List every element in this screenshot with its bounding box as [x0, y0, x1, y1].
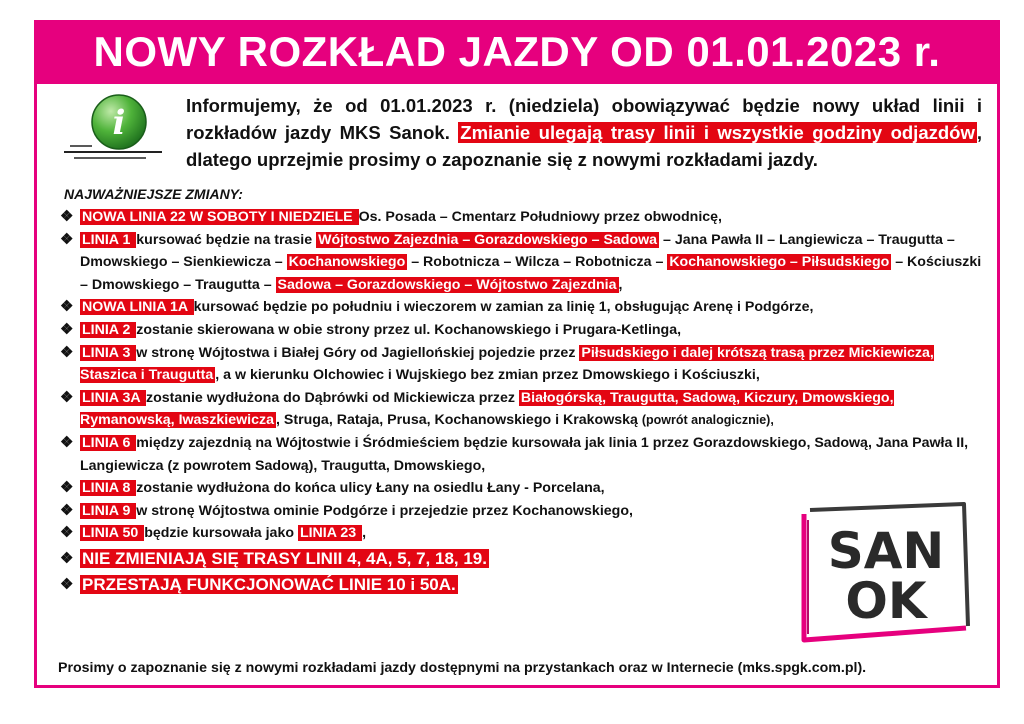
item-text: będzie kursowała jako — [144, 525, 298, 542]
highlight-label: Sadowa – Gorazdowskiego – Wójtostwo Zajezdnia — [277, 276, 617, 293]
highlight-label: Kochanowskiego — [288, 254, 406, 271]
highlight-label: LINIA 23 — [299, 525, 361, 542]
info-icon-glyph: i — [112, 103, 126, 143]
highlight-label: LINIA 3A — [82, 389, 145, 406]
list-item — [58, 229, 984, 297]
item-text: zostanie wydłużona do końca ulicy Łany na osiedlu Łany - Porcelana, — [136, 480, 605, 497]
item-text: Os. Posada – Cmentarz Południowy przez obwodnicę, — [358, 209, 723, 225]
highlight-label: LINIA 3 — [82, 344, 135, 361]
bullet-icon: ❖ — [60, 388, 74, 406]
bullet-icon: ❖ — [60, 549, 74, 567]
list-item — [58, 342, 984, 387]
item-text: , a w kierunku Olchowiec i Wujskiego bez zmian przez Dmowskiego i Kościuszki, — [215, 367, 760, 384]
bullet-icon: ❖ — [60, 575, 74, 593]
footer-note: Prosimy o zapoznanie się z nowymi rozkładami jazdy dostępnymi na przystankach oraz w Internecie (mks.spgk.com.pl). — [58, 660, 867, 676]
item-text: , Struga, Rataja, Prusa, Kochanowskiego i Krakowską — [276, 412, 642, 429]
item-text: zostanie skierowana w obie strony przez ul. Kochanowskiego i Prugara-Ketlinga, — [136, 321, 682, 338]
highlight-label: NOWA LINIA 1A — [82, 299, 192, 316]
highlight-label: PRZESTAJĄ FUNKCJONOWAĆ LINIE 10 i 50A. — [82, 574, 456, 594]
highlight-label: LINIA 2 — [82, 321, 135, 338]
bullet-icon: ❖ — [60, 433, 74, 451]
item-text: kursować będzie na trasie — [136, 231, 317, 248]
list-item — [58, 296, 984, 319]
list-item — [58, 477, 984, 500]
item-text: , — [362, 525, 367, 542]
highlight-label: NOWA LINIA 22 W SOBOTY I NIEDZIELE — [82, 209, 357, 225]
bullet-icon: ❖ — [60, 343, 74, 361]
bullet-icon: ❖ — [60, 524, 74, 542]
sanok-logo — [796, 500, 974, 648]
bullet-icon: ❖ — [60, 298, 74, 316]
item-text: kursować będzie po południu i wieczorem w zamian za linię 1, obsługując Arenę i Podgórze, — [193, 299, 814, 316]
bullet-icon: ❖ — [60, 501, 74, 519]
item-text: – Jana Pawła II – Langiewicza – Traugutta – Dmowskiego – Sienkiewicza – — [80, 231, 955, 271]
highlight-label: LINIA 1 — [82, 231, 135, 248]
item-text: zostanie wydłużona do Dąbrówki od Mickiewicza przez — [146, 389, 519, 406]
list-item — [58, 319, 984, 342]
intro-paragraph — [186, 92, 982, 173]
bullet-icon: ❖ — [60, 479, 74, 497]
highlight-label: Białogórską, Traugutta, Sadową, Kiczury, Dmowskiego, Rymanowską, Iwaszkiewicza — [80, 389, 894, 429]
bullet-icon: ❖ — [60, 208, 74, 225]
bullet-icon: ❖ — [60, 230, 74, 248]
highlight-label: Piłsudskiego i dalej krótszą trasą przez Mickiewicza, Staszica i Traugutta — [80, 344, 934, 384]
item-text: w stronę Wójtostwa ominie Podgórze i przejedzie przez Kochanowskiego, — [136, 502, 633, 519]
list-item — [58, 206, 984, 229]
info-icon — [62, 92, 168, 162]
highlight-label: NIE ZMIENIAJĄ SIĘ TRASY LINII 4, 4A, 5, 7, 18, 19. — [82, 548, 487, 568]
logo-text-line1: SAN — [827, 522, 945, 580]
bullet-icon: ❖ — [60, 320, 74, 338]
item-text: w stronę Wójtostwa i Białej Góry od Jagiellońskiej pojedzie przez — [136, 344, 580, 361]
item-text: – Robotnicza – Wilcza – Robotnicza – — [407, 254, 668, 271]
highlight-label: LINIA 9 — [82, 502, 135, 519]
highlight-label: LINIA 8 — [82, 480, 135, 497]
item-text: – Kościuszki – Dmowskiego – Traugutta – — [80, 254, 982, 293]
highlight-label: LINIA 50 — [82, 525, 143, 542]
section-heading: NAJWAŻNIEJSZE ZMIANY: — [64, 186, 243, 202]
highlight-label: LINIA 6 — [82, 434, 135, 451]
item-text: między zajezdnią na Wójtostwie i Śródmieściem będzie kursowała jak linia 1 przez Gorazdowskiego, Sadową, Jana Pawła II, Langiewicza (z powrotem Sadową), Traugutta, Dmowskiego, — [80, 434, 969, 474]
item-text: , — [618, 276, 623, 293]
list-item — [58, 432, 984, 477]
item-note: (powrót analogicznie), — [641, 413, 774, 428]
intro-highlight: Zmianie ulegają trasy linii i wszystkie godziny odjazdów — [460, 122, 975, 143]
highlight-label: Kochanowskiego – Piłsudskiego — [669, 254, 890, 271]
intro-text-end: , dlatego uprzejmie prosimy o zapoznanie się z nowymi rozkładami jazdy. — [186, 122, 982, 170]
page-title: NOWY ROZKŁAD JAZDY OD 01.01.2023 r. — [34, 20, 1000, 84]
intro-text: Informujemy, że od 01.01.2023 r. (niedziela) obowiązywać będzie nowy układ linii i rozkładów jazdy MKS Sanok. — [186, 95, 982, 143]
list-item — [58, 387, 984, 432]
highlight-label: Wójtostwo Zajezdnia – Gorazdowskiego – Sadowa — [318, 231, 658, 248]
logo-text-line2: OK — [845, 572, 927, 630]
